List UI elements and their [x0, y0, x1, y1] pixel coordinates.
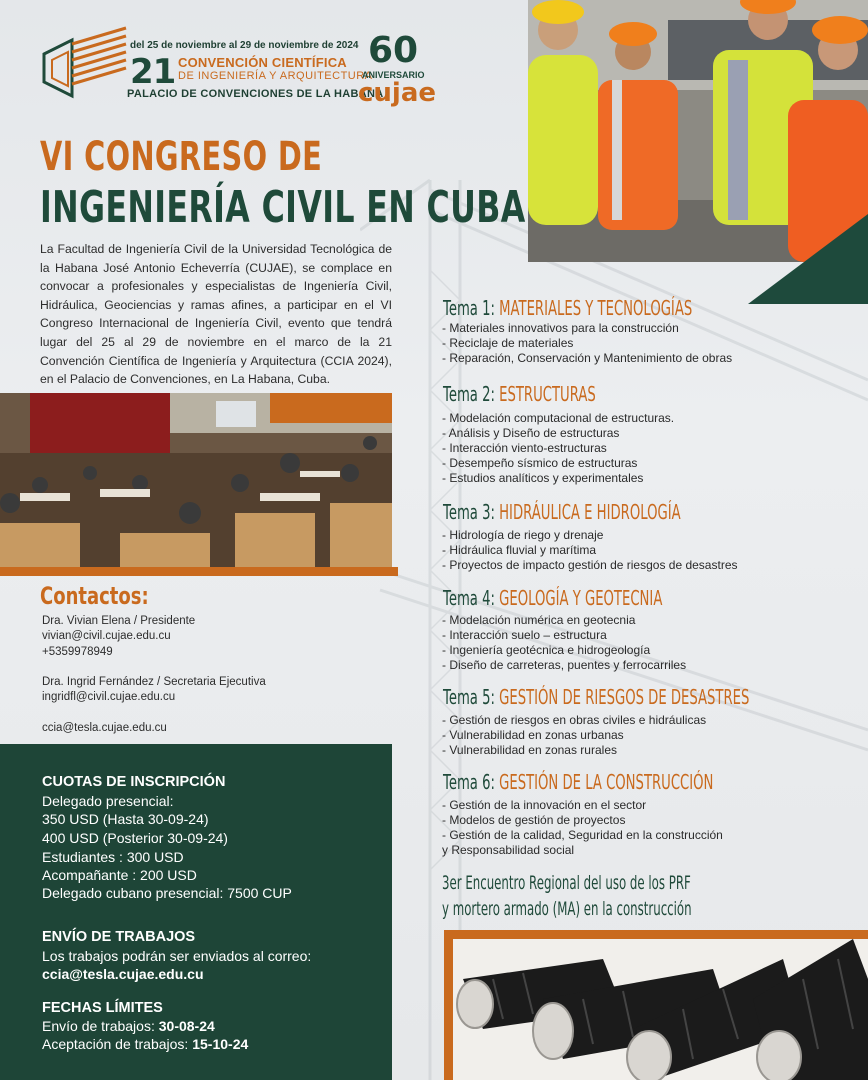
submission-email[interactable]: ccia@tesla.cujae.edu.cu	[42, 966, 204, 982]
theme-item: - Hidrología de riego y drenaje	[442, 528, 604, 542]
deadline-acceptance-date: 15-10-24	[192, 1036, 249, 1052]
deadlines-title: FECHAS LÍMITES	[42, 1000, 163, 1016]
photo-accent-bar	[0, 567, 398, 576]
theme-item: - Modelos de gestión de proyectos	[442, 813, 626, 827]
cujae-logo: cujae	[358, 78, 437, 108]
deadline-submission-label: Envío de trabajos:	[42, 1018, 159, 1034]
theme-item: - Hidráulica fluvial y marítima	[442, 543, 597, 557]
theme-name: GESTIÓN DE RIESGOS DE DESASTRES	[499, 685, 750, 709]
fee-line: Delegado presencial:	[42, 793, 174, 809]
theme-item: - Reparación, Conservación y Mantenimiento de obras	[442, 351, 733, 365]
convention-dates: del 25 de noviembre al 29 de noviembre de 2024	[130, 40, 359, 51]
theme-5-heading	[443, 685, 749, 709]
theme-name: GEOLOGÍA Y GEOTECNIA	[499, 586, 663, 610]
contact-secretary-name: Dra. Ingrid Fernández / Secretaria Ejecutiva	[42, 676, 266, 688]
theme-item: - Estudios analíticos y experimentales	[442, 471, 644, 485]
theme-item: - Interacción viento-estructuras	[442, 441, 607, 455]
theme-item: - Reciclaje de materiales	[442, 336, 574, 350]
theme-number: Tema 2:	[443, 382, 500, 406]
theme-item: - Diseño de carreteras, puentes y ferrocarriles	[442, 658, 687, 672]
theme-item: - Proyectos de impacto gestión de riesgos de desastres	[442, 558, 738, 572]
theme-number: Tema 1:	[443, 296, 500, 320]
convention-name-line2: DE INGENIERÍA Y ARQUITECTURA	[178, 70, 373, 82]
congress-title-line2: INGENIERÍA CIVIL EN CUBA	[40, 182, 526, 233]
regional-meeting-line2: y mortero armado (MA) en la construcción	[442, 898, 692, 920]
theme-4-heading	[443, 586, 662, 610]
contacts-title: Contactos:	[40, 582, 149, 610]
contact-president-email[interactable]: vivian@civil.cujae.edu.cu	[42, 630, 171, 642]
fee-line: Delegado cubano presencial: 7500 CUP	[42, 885, 292, 901]
deadline-submission	[42, 1018, 215, 1034]
theme-item: - Gestión de la innovación en el sector	[442, 798, 647, 812]
convention-name-line1: CONVENCIÓN CIENTÍFICA	[178, 55, 347, 70]
theme-item: - Vulnerabilidad en zonas rurales	[442, 743, 617, 757]
theme-number: Tema 5:	[443, 685, 500, 709]
theme-item: - Desempeño sísmico de estructuras	[442, 456, 638, 470]
fee-line: Estudiantes : 300 USD	[42, 849, 184, 865]
convention-logo	[40, 26, 130, 110]
theme-2-heading	[443, 382, 596, 406]
theme-item: - Gestión de riesgos en obras civiles e hidráulicas	[442, 713, 707, 727]
anniversary-label: ANIVERSARIO	[362, 70, 425, 80]
deadline-acceptance-label: Aceptación de trabajos:	[42, 1036, 193, 1052]
contact-secretary-email[interactable]: ingridfl@civil.cujae.edu.cu	[42, 691, 176, 703]
theme-item: - Análisis y Diseño de estructuras	[442, 426, 620, 440]
theme-name: GESTIÓN DE LA CONSTRUCCIÓN	[499, 770, 714, 794]
theme-item: - Vulnerabilidad en zonas urbanas	[442, 728, 624, 742]
contact-general-email[interactable]: ccia@tesla.cujae.edu.cu	[42, 722, 167, 734]
theme-3-heading	[443, 500, 681, 524]
theme-number: Tema 3:	[443, 500, 500, 524]
theme-name: ESTRUCTURAS	[499, 382, 596, 406]
theme-item: - Modelación computacional de estructuras.	[442, 411, 675, 425]
contact-president-name: Dra. Vivian Elena / Presidente	[42, 615, 196, 627]
submission-title: ENVÍO DE TRABAJOS	[42, 929, 196, 945]
theme-1-heading	[443, 296, 692, 320]
congress-title-line1: VI CONGRESO DE	[40, 134, 323, 180]
theme-number: Tema 6:	[443, 770, 500, 794]
fees-title: CUOTAS DE INSCRIPCIÓN	[42, 774, 226, 790]
deadline-acceptance	[42, 1036, 248, 1052]
theme-item: - Ingeniería geotécnica e hidrogeología	[442, 643, 651, 657]
theme-item: - Interacción suelo – estructura	[442, 628, 607, 642]
anniversary-number: 60	[368, 30, 419, 71]
intro-paragraph: La Facultad de Ingeniería Civil de la Universidad Tecnológica de la Habana José Antonio Echeverría (CUJAE), se complace en convocar a profesionales y especialistas de Ingeniería Civil, Hidráulica, Geociencias y ramas afines, a participar en el VI Congreso Internacional de Ingeniería Civil, evento que tendrá lugar del 25 al 29 de noviembre en el marco de la 21 Convención Científica de Ingeniería y Arquitectura (CCIA 2024), en el Palacio de Convenciones, en La Habana, Cuba.	[40, 242, 392, 387]
theme-name: HIDRÁULICA E HIDROLOGÍA	[499, 500, 681, 524]
contact-president-phone[interactable]: +5359978949	[42, 646, 113, 658]
theme-item: - Modelación numérica en geotecnia	[442, 613, 636, 627]
theme-6-heading	[443, 770, 713, 794]
fee-line: Acompañante : 200 USD	[42, 867, 197, 883]
regional-meeting-line1: 3er Encuentro Regional del uso de los PRF	[442, 872, 691, 894]
convention-edition: 21	[130, 52, 176, 92]
fee-line: 400 USD (Posterior 30-09-24)	[42, 830, 228, 846]
theme-number: Tema 4:	[443, 586, 500, 610]
deadline-submission-date: 30-08-24	[158, 1018, 215, 1034]
convention-venue: PALACIO DE CONVENCIONES DE LA HABANA	[127, 88, 384, 100]
engineers-photo	[528, 0, 868, 262]
prf-bars-photo	[444, 930, 868, 1080]
theme-item: y Responsabilidad social	[442, 843, 575, 857]
theme-item: - Gestión de la calidad, Seguridad en la construcción	[442, 828, 723, 842]
submission-text: Los trabajos podrán ser enviados al correo:	[42, 948, 312, 964]
conference-hall-photo	[0, 393, 392, 567]
registration-panel	[0, 744, 392, 1080]
fee-line: 350 USD (Hasta 30-09-24)	[42, 811, 209, 827]
theme-name: MATERIALES Y TECNOLOGÍAS	[499, 296, 693, 320]
theme-item: - Materiales innovativos para la construcción	[442, 321, 679, 335]
